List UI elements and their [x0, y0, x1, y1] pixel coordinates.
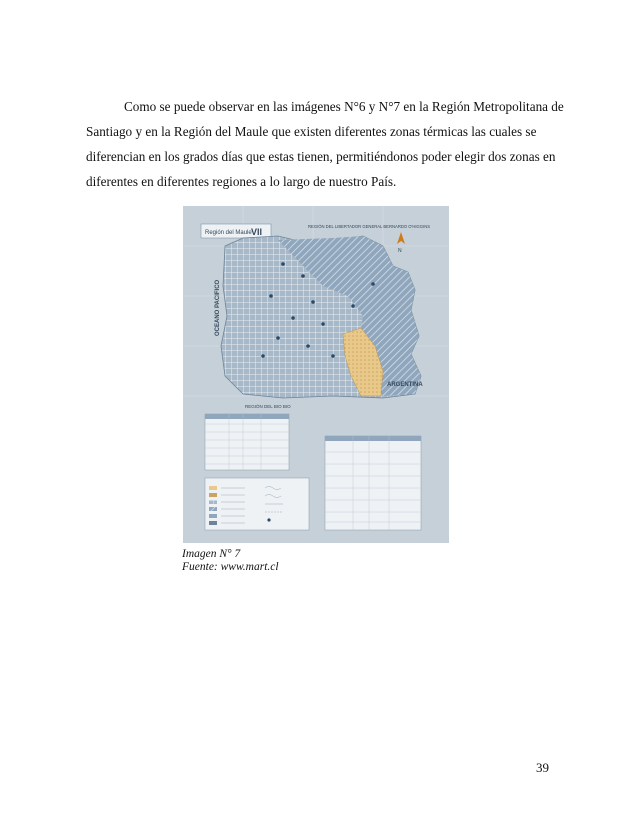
region-number: VII [251, 227, 263, 237]
paragraph-line: diferencian en los grados días que estas tienen, permitiéndonos poder elegir dos zonas en [86, 149, 556, 164]
country-label: ARGENTINA [387, 382, 423, 388]
paragraph-line: diferentes en diferentes regiones a lo largo de nuestro País. [86, 174, 397, 189]
figure-caption [182, 548, 279, 574]
region-title: Región del Maule [205, 230, 252, 236]
ocean-label: OCEANO PACIFICO [215, 279, 221, 336]
south-region-label: REGIÓN DEL BIO BIO [245, 404, 291, 409]
caption-title: Imagen N° 7 [182, 548, 241, 560]
north-marker: N [398, 248, 402, 254]
paragraph-line: Santiago y en la Región del Maule que existen diferentes zonas térmicas las cuales se [86, 124, 537, 139]
paragraph-line: Como se puede observar en las imágenes N°6 y N°7 en la Región Metropolitana de [124, 99, 564, 114]
caption-source: Fuente: www.mart.cl [182, 561, 279, 573]
body-paragraph [86, 94, 564, 194]
map-image [183, 206, 449, 543]
region-map-figure [183, 206, 449, 543]
north-region-label: REGIÓN DEL LIBERTADOR GENERAL BERNARDO O'HIGGINS [308, 224, 431, 229]
page-number: 39 [536, 760, 549, 775]
